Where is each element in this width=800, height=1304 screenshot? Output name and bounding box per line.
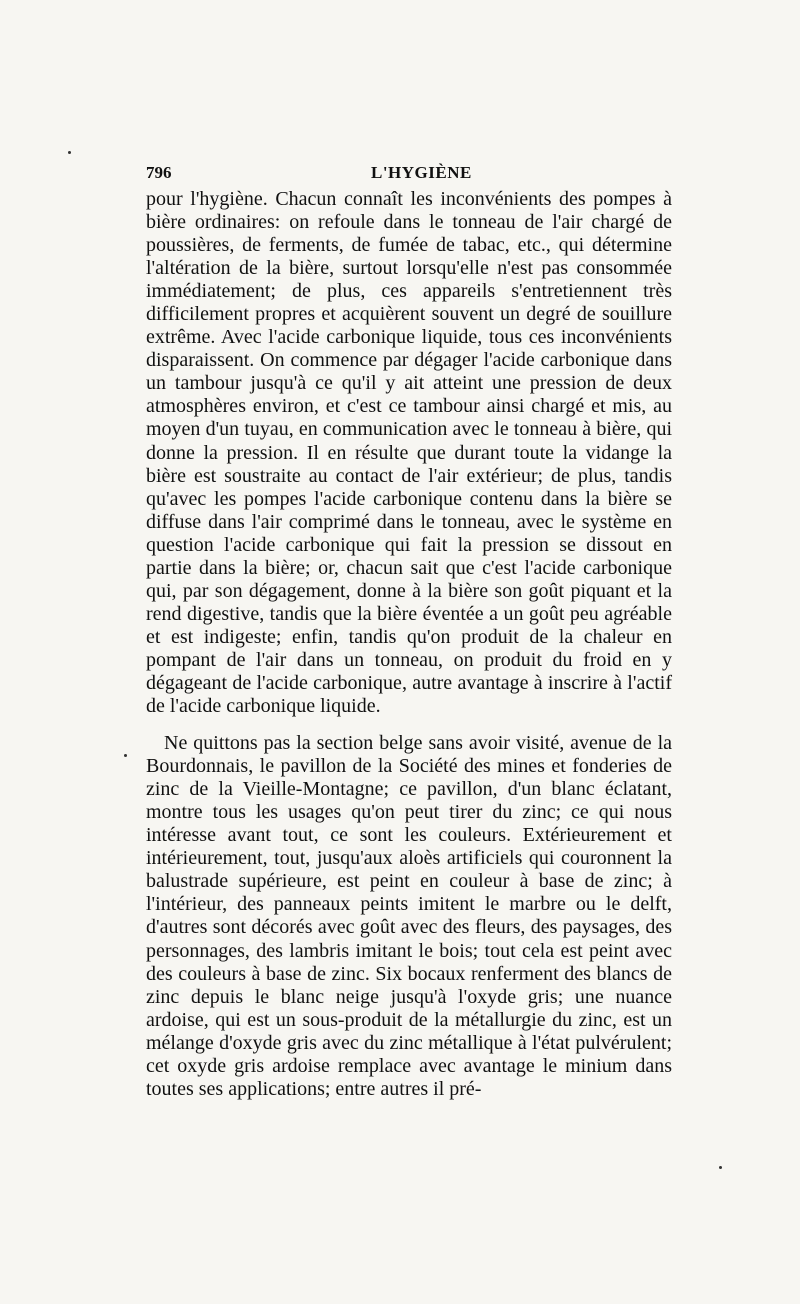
page-number: 796 xyxy=(146,163,172,182)
margin-speck xyxy=(124,754,127,757)
paragraph: Ne quittons pas la section belge sans avoir visité, avenue de la Bourdonnais, le pavillon de la Société des mines et fonderies de zinc de la Vieille-Montagne; ce pavillon, d'un blanc éclatant, montre tous les usages qu'on peut tirer du zinc; ce qui nous intéresse avant tout, ce sont les couleurs. Extérieurement et intérieurement, tout, jusqu'aux aloès artificiels qui couronnent la balustrade supérieure, est peint en couleur à base de zinc; à l'intérieur, des panneaux peints imitent le marbre ou le delft, d'autres sont décorés avec goût avec des fleurs, des paysages, des personnages, des lambris imitant le bois; tout cela est peint avec des couleurs à base de zinc. Six bocaux renferment des blancs de zinc depuis le blanc neige jusqu'à l'oxyde gris; une nuance ardoise, qui est un sous-produit de la métallurgie du zinc, est un mélange d'oxyde gris avec du zinc métallique à l'état pulvérulent; cet oxyde gris ardoise remplace avec avantage le minium dans toutes ses applications; entre autres il pré- xyxy=(146,732,672,1100)
paragraph: pour l'hygiène. Chacun connaît les inconvénients des pompes à bière ordinaires: on refoule dans le tonneau de l'air chargé de poussières, de ferments, de fumée de tabac, etc., qui détermine l'altération de la bière, surtout lorsqu'elle n'est pas consommée immédiatement; de plus, ces appareils s'entretiennent très difficilement propres et acquièrent souvent un degré de souillure extrême. Avec l'acide carbonique liquide, tous ces inconvénients disparaissent. On commence par dégager l'acide carbonique dans un tambour jusqu'à ce qu'il y ait atteint une pression de deux atmosphères environ, et c'est ce tambour ainsi chargé et mis, au moyen d'un tuyau, en communication avec le tonneau à bière, qui donne la pression. Il en résulte que durant toute la vidange la bière est soustraite au contact de l'air extérieur; de plus, tandis qu'avec les pompes l'acide carbonique contenu dans la bière se diffuse dans l'air comprimé dans le tonneau, avec le système en question l'acide carbonique qui fait la pression se dissout en partie dans la bière; or, chacun sait que c'est l'acide carbonique qui, par son dégagement, donne à la bière son goût piquant et la rend digestive, tandis que la bière éventée a un goût peu agréable et est indigeste; enfin, tandis qu'on produit de la chaleur en pompant de l'air dans un tonneau, on produit du froid en y dégageant de l'acide carbonique, autre avantage à inscrire à l'actif de l'acide carbonique liquide. xyxy=(146,188,672,718)
running-title: L'HYGIÈNE xyxy=(371,163,472,182)
body-text xyxy=(146,188,672,1101)
margin-speck xyxy=(719,1166,722,1169)
margin-speck xyxy=(68,151,71,154)
page-header xyxy=(146,163,670,185)
